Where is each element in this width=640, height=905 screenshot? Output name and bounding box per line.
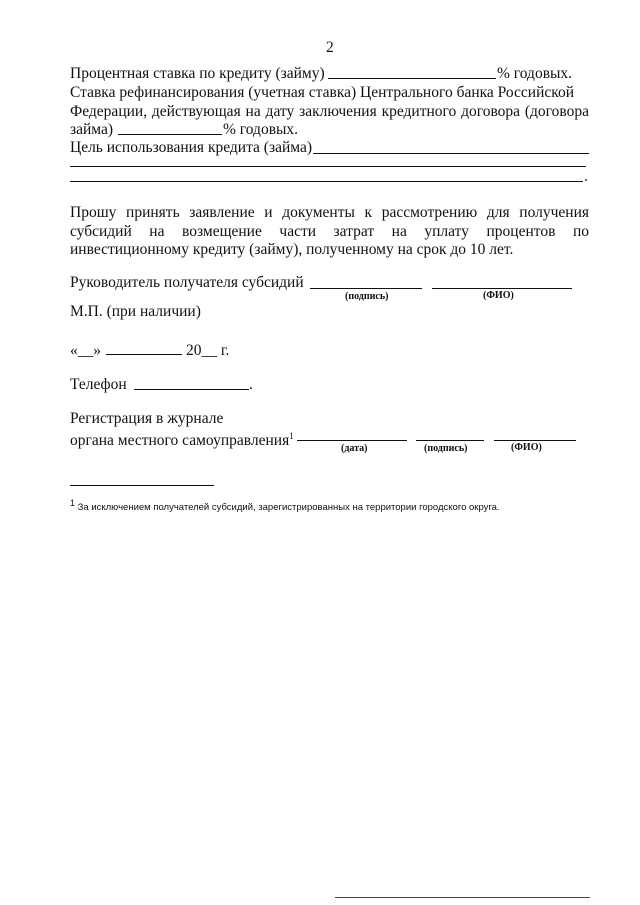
head-signature-blank[interactable] xyxy=(310,288,422,289)
stamp-label: М.П. (при наличии) xyxy=(70,303,201,320)
rate-blank[interactable] xyxy=(328,78,496,79)
reg-date-blank[interactable] xyxy=(297,440,407,441)
purpose-blank-1[interactable] xyxy=(313,153,589,154)
reg-fio-caption: (ФИО) xyxy=(511,442,542,453)
reg-signature-blank[interactable] xyxy=(416,440,484,441)
reg-line-1: Регистрация в журнале xyxy=(70,410,224,427)
purpose-blank-2[interactable] xyxy=(70,166,586,167)
date-day: «__» xyxy=(70,342,101,359)
reg-signature-caption: (подпись) xyxy=(424,443,468,454)
footnote-mark: 1 xyxy=(70,498,76,508)
head-fio-caption: (ФИО) xyxy=(483,290,514,301)
head-label: Руководитель получателя субсидий xyxy=(70,274,304,291)
purpose-label: Цель использования кредита (займа) xyxy=(70,139,312,156)
footnote-separator xyxy=(70,485,214,486)
refi-blank[interactable] xyxy=(118,134,222,135)
page-number: 2 xyxy=(326,39,334,56)
refi-line-3-suffix: % годовых. xyxy=(223,121,299,138)
refi-line-1: Ставка рефинансирования (учетная ставка) Центрального банка Российской xyxy=(70,84,575,101)
refi-line-3-prefix: займа) xyxy=(70,121,114,138)
footnote: $^1$ За исключением получателей субсидий, зарегистрированных на территории городского округа. xyxy=(70,498,500,514)
head-signature-caption: (подпись) xyxy=(345,291,389,302)
purpose-end: . xyxy=(584,168,588,185)
reg-fio-blank[interactable] xyxy=(494,440,576,441)
rate-label: Процентная ставка по кредиту (займу) xyxy=(70,65,325,82)
request-line-1: Прошу принять заявление и документы к рассмотрению для получения xyxy=(70,204,589,221)
request-line-3: инвестиционному кредиту (займу), полученному на срок до 10 лет. xyxy=(70,241,514,258)
page-bottom-line xyxy=(335,897,590,898)
phone-label: Телефон xyxy=(70,376,127,393)
date-month-blank[interactable] xyxy=(106,354,182,355)
request-line-2: субсидий на возмещение части затрат на уплату процентов по xyxy=(70,223,589,240)
refi-line-2: Федерации, действующая на дату заключения кредитного договора (договора xyxy=(70,103,589,120)
rate-suffix: % годовых. xyxy=(497,65,573,82)
phone-blank[interactable] xyxy=(134,389,249,390)
phone-end: . xyxy=(249,376,253,393)
date-year: 20__ г. xyxy=(186,342,230,359)
head-fio-blank[interactable] xyxy=(432,288,572,289)
reg-footnote-ref: 1 xyxy=(289,431,294,441)
reg-date-caption: (дата) xyxy=(341,443,368,454)
purpose-blank-3[interactable] xyxy=(70,181,583,182)
reg-line-2: органа местного самоуправления$^1$ xyxy=(70,431,294,450)
